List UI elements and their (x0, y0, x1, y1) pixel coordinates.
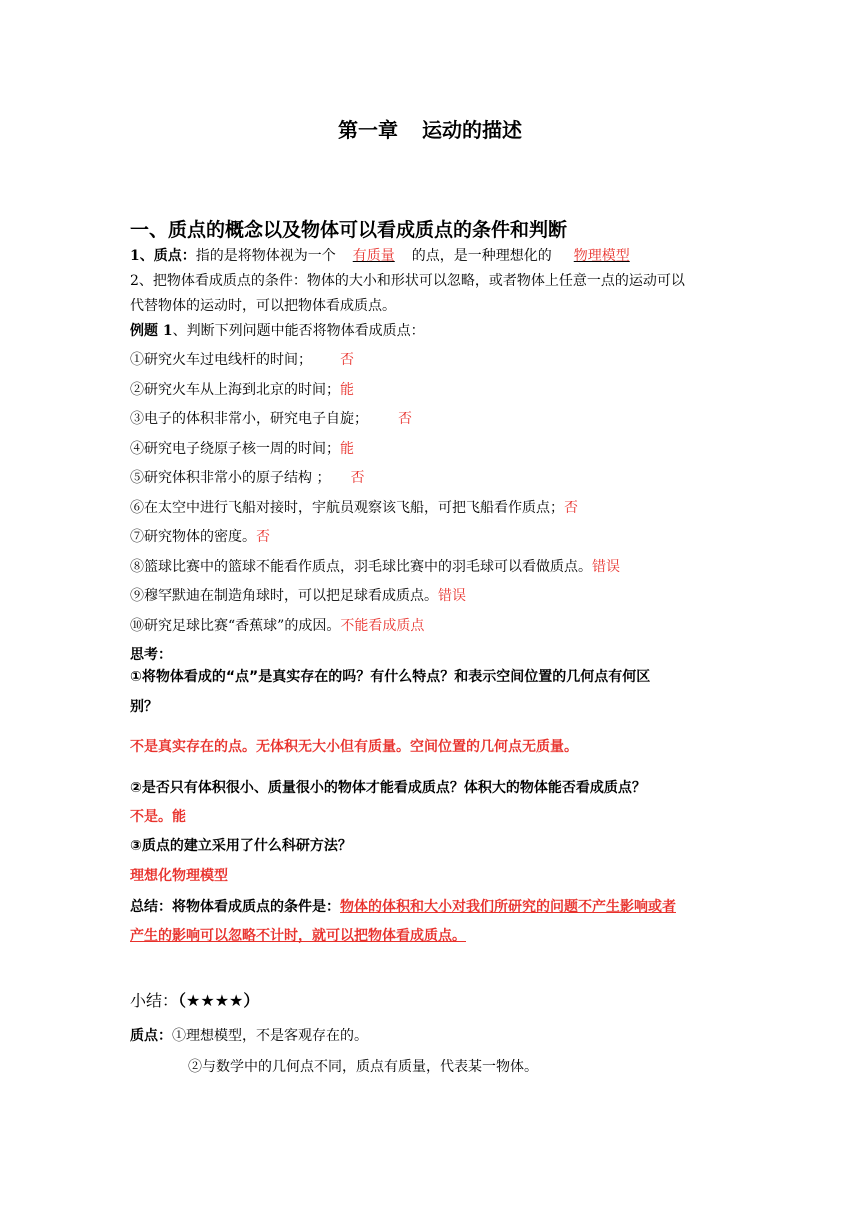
example-question: ④研究电子绕原子核一周的时间； (130, 441, 340, 457)
definition-1 (130, 246, 730, 266)
definition-1-text-a: 指的是将物体视为一个 (195, 248, 336, 264)
example-item (130, 439, 354, 459)
example-item (130, 350, 354, 370)
example-answer: 错误 (592, 559, 620, 575)
example-label: 例题 1 (130, 323, 173, 339)
recap-point-label: 质点： (130, 1028, 172, 1044)
thinking-question-3: ③质点的建立采用了什么科研方法？ (130, 838, 352, 854)
blank-mass: 有质量 (352, 248, 395, 264)
thinking-question-2: ②是否只有体积很小、质量很小的物体才能看成质点？体积大的物体能否看成质点？ (130, 780, 646, 796)
example-question: ⑥在太空中进行飞船对接时，宇航员观察该飞船，可把飞船看作质点； (130, 500, 564, 516)
example-item (130, 498, 578, 518)
example-question: ⑤研究体积非常小的原子结构 ； (130, 470, 331, 486)
example-question: ③电子的体积非常小，研究电子自旋； (130, 411, 368, 427)
thinking-answer-3: 理想化物理模型 (130, 868, 228, 884)
example-question: ⑦研究物体的密度。 (130, 529, 256, 545)
example-text: 、判断下列问题中能否将物体看成质点： (172, 323, 425, 339)
example-answer: 能 (340, 441, 354, 457)
chapter-name: 运动的描述 (422, 118, 522, 142)
example-question: ⑩研究足球比赛“香蕉球”的成因。 (130, 618, 341, 634)
example-item (130, 557, 620, 577)
example-answer: 否 (350, 470, 365, 486)
summary-line-1 (130, 897, 676, 917)
thinking-answer-1: 不是真实存在的点。无体积无大小但有质量。空间位置的几何点无质量。 (130, 739, 578, 755)
example-item (130, 527, 270, 547)
definition-1-text-b: 的点，是一种理想化的 (411, 248, 552, 264)
example-item (130, 380, 354, 400)
recap-stars: （★★★★） (178, 991, 260, 1010)
example-answer: 错误 (438, 588, 466, 604)
definition-2-line-2: 代替物体的运动时，可以把物体看成质点。 (130, 298, 396, 314)
recap-point-1-text: ①理想模型，不是客观存在的。 (172, 1028, 368, 1044)
example-item (130, 616, 424, 636)
recap-point-1 (130, 1026, 368, 1046)
example-answer: 否 (256, 529, 270, 545)
example-question: ②研究火车从上海到北京的时间； (130, 382, 340, 398)
summary-condition: 物体的体积和大小对我们所研究的问题不产生影响或者 (340, 899, 676, 915)
summary-line-2: 产生的影响可以忽略不计时，就可以把物体看成质点。 (130, 928, 466, 944)
section-heading: 一、质点的概念以及物体可以看成质点的条件和判断 (130, 219, 568, 241)
example-question: ⑨穆罕默迪在制造角球时，可以把足球看成质点。 (130, 588, 438, 604)
example-item (130, 586, 466, 606)
example-answer: 否 (340, 352, 354, 368)
example-answer: 能 (340, 382, 354, 398)
example-answer: 否 (564, 500, 578, 516)
thinking-answer-2: 不是。能 (130, 809, 186, 825)
recap-point-2: ②与数学中的几何点不同，质点有质量，代表某一物体。 (188, 1059, 538, 1075)
summary-label: 总结：将物体看成质点的条件是： (130, 899, 340, 915)
example-heading (130, 321, 425, 341)
thinking-label: 思考： (130, 647, 172, 663)
definition-1-label: 1、质点： (130, 248, 196, 264)
chapter-title (0, 116, 860, 144)
recap-label: 小结： (130, 991, 179, 1010)
recap-heading (130, 990, 259, 1012)
example-question: ①研究火车过电线杆的时间； (130, 352, 312, 368)
thinking-question-1-line-2: 别？ (130, 699, 158, 715)
example-answer: 不能看成质点 (340, 618, 425, 634)
example-answer: 否 (398, 411, 412, 427)
example-item (130, 468, 364, 488)
chapter-number: 第一章 (338, 118, 398, 142)
blank-model: 物理模型 (573, 248, 630, 264)
example-question: ⑧篮球比赛中的篮球不能看作质点，羽毛球比赛中的羽毛球可以看做质点。 (130, 559, 592, 575)
example-item (130, 409, 412, 429)
definition-2-line-1: 2、把物体看成质点的条件：物体的大小和形状可以忽略，或者物体上任意一点的运动可以 (130, 273, 685, 289)
thinking-question-1-line-1: ①将物体看成的“点”是真实存在的吗？有什么特点？和表示空间位置的几何点有何区 (130, 669, 651, 685)
